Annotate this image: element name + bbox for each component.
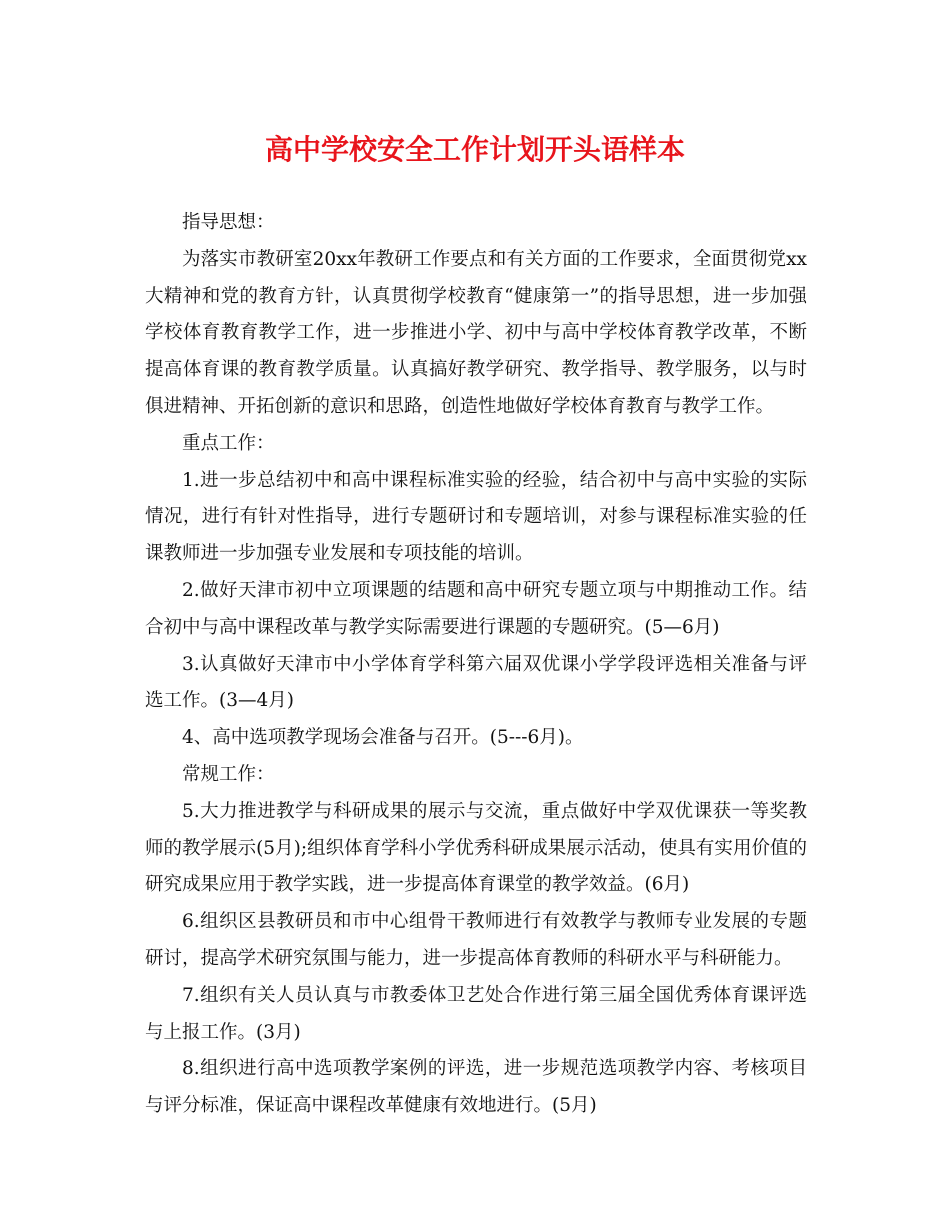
list-item-4: 4、高中选项教学现场会准备与召开。(5---6月)。 <box>182 727 584 749</box>
document-title: 高中学校安全工作计划开头语样本 <box>264 133 685 166</box>
list-item-7: 7.组织有关人员认真与市教委体卫艺处合作进行第三届全国优秀体育课评选与上报工作。(3月) <box>145 984 807 1043</box>
list-item-1: 1.进一步总结初中和高中课程标准实验的经验，结合初中与高中实验的实际情况，进行有针对性指导，进行专题研讨和专题培训，对参与课程标准实验的任课教师进一步加强专业发展和专项技能的培训。 <box>145 469 807 565</box>
list-item-3: 3.认真做好天津市中小学体育学科第六届双优课小学学段评选相关准备与评选工作。(3—4月) <box>145 653 807 712</box>
list-item-5: 5.大力推进教学与科研成果的展示与交流，重点做好中学双优课获一等奖教师的教学展示(5月);组织体育学科小学优秀科研成果展示活动，使具有实用价值的研究成果应用于教学实践，进一步提高体育课堂的教学效益。(6月) <box>145 800 807 896</box>
document-body <box>145 205 807 1125</box>
list-item-6: 6.组织区县教研员和市中心组骨干教师进行有效教学与教师专业发展的专题研讨，提高学术研究氛围与能力，进一步提高体育教师的科研水平与科研能力。 <box>145 911 807 969</box>
paragraph-guiding-ideology: 为落实市教研室20xx年教研工作要点和有关方面的工作要求，全面贯彻党xx大精神和党的教育方针，认真贯彻学校教育“健康第一”的指导思想，进一步加强学校体育教育教学工作，进一步推进小学、初中与高中学校体育教学改革，不断提高体育课的教育教学质量。认真搞好教学研究、教学指导、教学服务，以与时俱进精神、开拓创新的意识和思路，创造性地做好学校体育教育与教学工作。 <box>145 248 807 417</box>
list-item-2: 2.做好天津市初中立项课题的结题和高中研究专题立项与中期推动工作。结合初中与高中课程改革与教学实际需要进行课题的专题研究。(5—6月) <box>145 579 807 638</box>
list-item-8: 8.组织进行高中选项教学案例的评选，进一步规范选项教学内容、考核项目与评分标准，保证高中课程改革健康有效地进行。(5月) <box>145 1058 807 1117</box>
section-heading-routine-work: 常规工作： <box>182 763 275 785</box>
section-heading-guiding-ideology: 指导思想： <box>182 212 275 233</box>
section-heading-key-work: 重点工作： <box>182 432 275 454</box>
